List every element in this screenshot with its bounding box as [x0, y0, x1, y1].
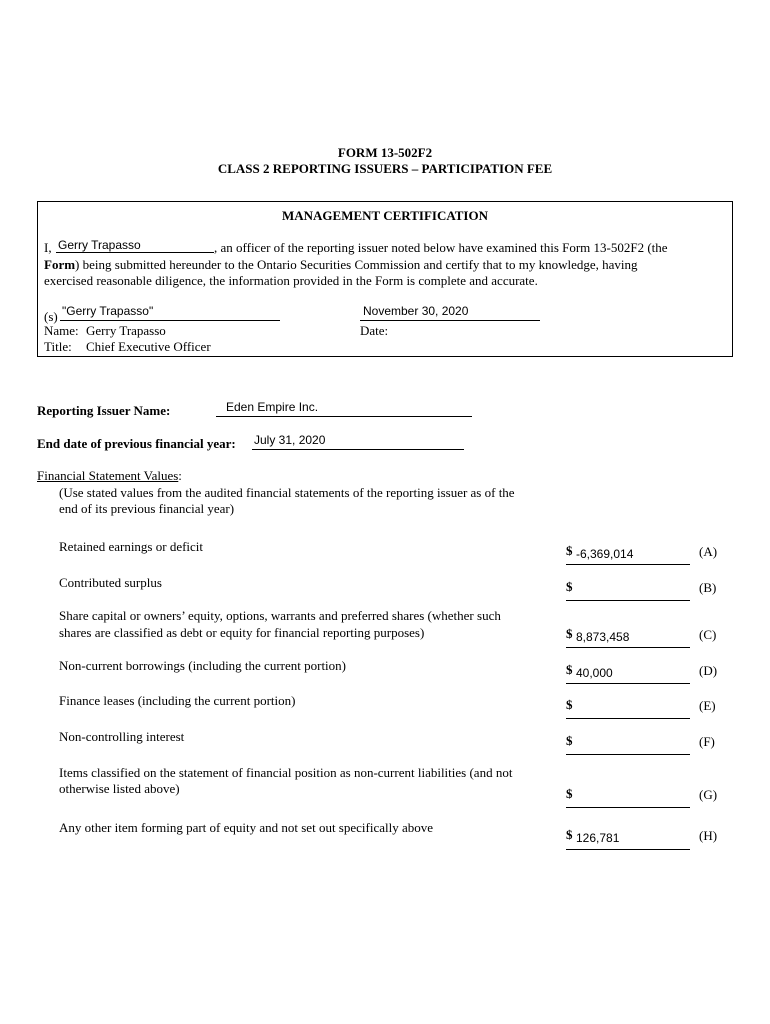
- fye-value: July 31, 2020: [254, 433, 326, 447]
- item-g-label-line1: Items classified on the statement of financial position as non-current liabilities (and not: [59, 765, 513, 780]
- item-c-label-line2: shares are classified as debt or equity for financial reporting purposes): [59, 625, 425, 640]
- date-value: November 30, 2020: [363, 304, 469, 318]
- cert-line2-form-word: Form: [44, 257, 76, 272]
- item-c-value: 8,873,458: [576, 630, 630, 644]
- fye-label: End date of previous financial year:: [37, 436, 236, 451]
- item-f-currency: $: [566, 733, 573, 748]
- form-number: FORM 13-502F2: [337, 145, 433, 160]
- cert-line3: exercised reasonable diligence, the information provided in the Form is complete and accurate.: [44, 273, 538, 288]
- item-f-label: Non-controlling interest: [59, 729, 185, 744]
- item-g-currency: $: [566, 786, 573, 801]
- fsv-heading-colon: :: [178, 468, 182, 483]
- item-d-currency: $: [566, 662, 573, 677]
- cert-line1-suffix: , an officer of the reporting issuer noted below have examined this Form 13-502F2 (the: [214, 240, 668, 255]
- item-b-code: (B): [699, 580, 717, 595]
- form-title: CLASS 2 REPORTING ISSUERS – PARTICIPATION FEE: [217, 161, 553, 176]
- signature-prefix: (s): [44, 309, 58, 324]
- title-value: Chief Executive Officer: [86, 339, 211, 354]
- item-h-value: 126,781: [576, 831, 620, 845]
- item-d-field[interactable]: [566, 682, 690, 684]
- item-b-label: Contributed surplus: [59, 575, 162, 590]
- item-e-code: (E): [699, 698, 716, 713]
- item-c-currency: $: [566, 626, 573, 641]
- name-value: Gerry Trapasso: [86, 323, 166, 338]
- certification-heading: MANAGEMENT CERTIFICATION: [282, 208, 488, 223]
- item-h-field[interactable]: [566, 848, 690, 850]
- item-e-currency: $: [566, 697, 573, 712]
- item-g-code: (G): [699, 787, 718, 802]
- item-h-code: (H): [699, 828, 718, 843]
- item-h-label: Any other item forming part of equity and not set out specifically above: [59, 820, 434, 835]
- item-e-field[interactable]: [566, 717, 690, 719]
- item-a-field[interactable]: [566, 563, 690, 565]
- item-a-code: (A): [699, 544, 718, 559]
- item-f-code: (F): [699, 734, 715, 749]
- date-label: Date:: [360, 323, 389, 338]
- item-g-field[interactable]: [566, 806, 690, 808]
- item-a-value: -6,369,014: [576, 547, 634, 561]
- item-e-label: Finance leases (including the current portion): [59, 693, 296, 708]
- cert-line2: [44, 257, 638, 273]
- fsv-note-line2: end of its previous financial year): [59, 501, 235, 516]
- item-d-code: (D): [699, 663, 718, 678]
- fsv-heading-text: Financial Statement Values: [37, 468, 179, 483]
- fsv-heading: [37, 468, 182, 484]
- item-c-label-line1: Share capital or owners’ equity, options, warrants and preferred shares (whether such: [59, 608, 501, 623]
- item-d-label: Non-current borrowings (including the current portion): [59, 658, 347, 673]
- item-c-field[interactable]: [566, 646, 690, 648]
- fsv-note-line1: (Use stated values from the audited financial statements of the reporting issuer as of the: [59, 485, 515, 500]
- cert-line2-rest: ) being submitted hereunder to the Ontario Securities Commission and certify that to my knowledge, having: [75, 257, 638, 272]
- name-label: Name:: [44, 323, 79, 338]
- item-g-label-line2: otherwise listed above): [59, 781, 180, 796]
- cert-line1-prefix: I,: [44, 240, 52, 255]
- officer-name-value: Gerry Trapasso: [58, 238, 141, 252]
- item-a-label: Retained earnings or deficit: [59, 539, 204, 554]
- item-b-field[interactable]: [566, 599, 690, 601]
- issuer-name-value: Eden Empire Inc.: [226, 400, 319, 414]
- signature-value: "Gerry Trapasso": [62, 304, 154, 318]
- item-a-currency: $: [566, 543, 573, 558]
- title-label: Title:: [44, 339, 72, 354]
- item-h-currency: $: [566, 827, 573, 842]
- item-f-field[interactable]: [566, 753, 690, 755]
- issuer-name-label: Reporting Issuer Name:: [37, 403, 171, 418]
- item-b-currency: $: [566, 579, 573, 594]
- item-c-code: (C): [699, 627, 717, 642]
- item-d-value: 40,000: [576, 666, 613, 680]
